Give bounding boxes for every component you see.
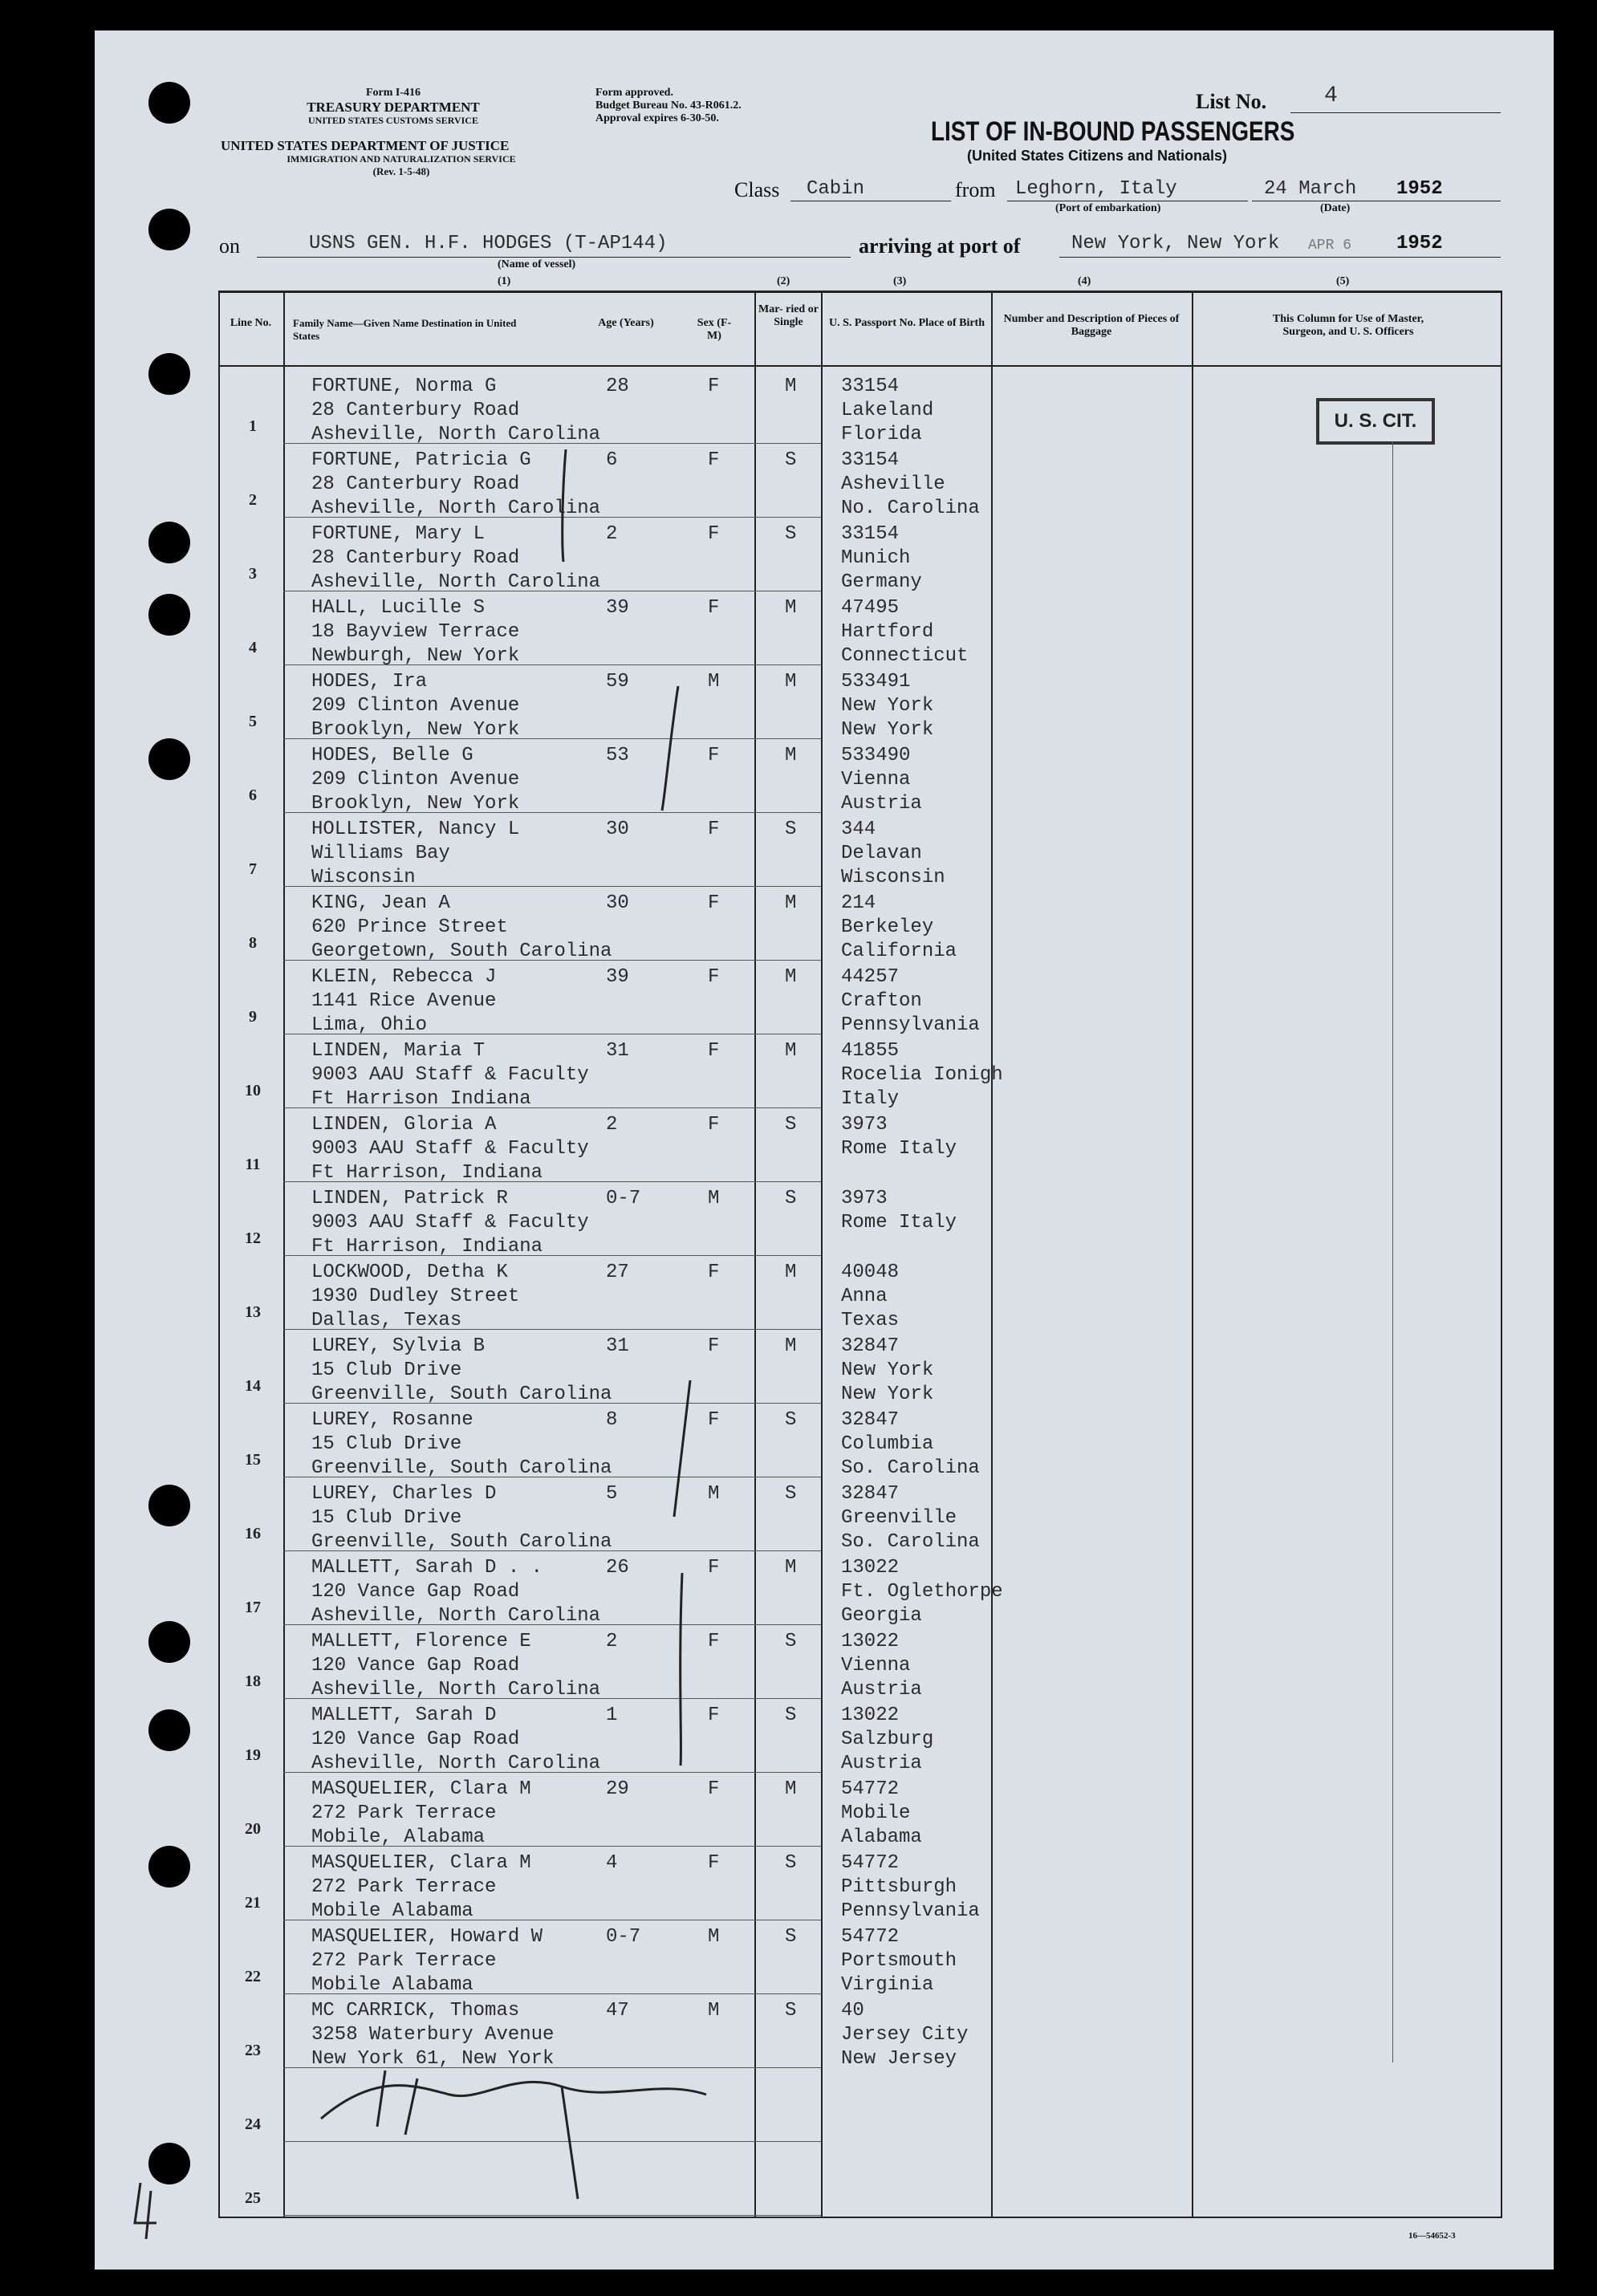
passenger-destination: Mobile, Alabama (311, 1827, 486, 1848)
passenger-age: 6 (606, 449, 618, 471)
passenger-name: FORTUNE, Norma G (311, 376, 497, 397)
passenger-address: 120 Vance Gap Road (311, 1581, 520, 1603)
passenger-destination: Asheville, North Carolina (311, 1753, 601, 1774)
passenger-marital-status: S (785, 1705, 797, 1726)
passenger-address: 120 Vance Gap Road (311, 1729, 520, 1750)
passenger-name: LINDEN, Maria T (311, 1040, 486, 1062)
port-embark-caption: (Port of embarkation) (1055, 202, 1161, 214)
passenger-address: 9003 AAU Staff & Faculty (311, 1212, 589, 1233)
passenger-destination: Greenville, South Carolina (311, 1457, 612, 1479)
place-of-birth-region: Connecticut (841, 645, 969, 667)
passenger-sex: F (708, 1852, 720, 1874)
passenger-age: 28 (606, 376, 629, 397)
passenger-address: 18 Bayview Terrace (311, 621, 520, 643)
vessel-caption: (Name of vessel) (498, 258, 576, 270)
passenger-marital-status: S (785, 1926, 797, 1948)
passenger-age: 53 (606, 745, 629, 766)
place-of-birth-region: Texas (841, 1310, 900, 1331)
row-line-number: 17 (245, 1599, 261, 1616)
place-of-birth: Rome Italy (841, 1138, 957, 1160)
row-line-number: 6 (249, 786, 257, 804)
passenger-destination: Ft Harrison, Indiana (311, 1162, 543, 1184)
passenger-name: MC CARRICK, Thomas (311, 2000, 520, 2022)
col-name-header: Family Name—Given Name Destination in United States (293, 317, 517, 342)
arrival-port: New York, New York (1071, 233, 1280, 254)
passenger-sex: M (708, 1188, 720, 1209)
row-line-number: 13 (245, 1303, 261, 1321)
passenger-address: 28 Canterbury Road (311, 400, 520, 421)
passenger-age: 30 (606, 892, 629, 914)
passport-number: 533490 (841, 745, 911, 766)
passenger-sex: F (708, 966, 720, 988)
passenger-age: 0-7 (606, 1926, 641, 1948)
passenger-destination: Mobile Alabama (311, 1900, 473, 1922)
col-officers-header: This Column for Use of Master, Surgeon, and U. S. Officers (1272, 313, 1424, 338)
class-label: Class (734, 178, 780, 201)
passenger-sex: F (708, 376, 720, 397)
place-of-birth: Salzburg (841, 1729, 934, 1750)
passenger-age: 31 (606, 1335, 629, 1357)
passenger-sex: F (708, 1705, 720, 1726)
passenger-sex: F (708, 1409, 720, 1431)
passenger-name: LOCKWOOD, Detha K (311, 1262, 508, 1283)
row-line-number: 15 (245, 1451, 261, 1469)
passport-number: 32847 (841, 1409, 900, 1431)
place-of-birth: Anna (841, 1286, 888, 1307)
place-of-birth-region: Wisconsin (841, 867, 945, 888)
row-line-number: 3 (249, 565, 257, 583)
passenger-address: 15 Club Drive (311, 1433, 462, 1455)
col-num-5: (5) (1336, 275, 1350, 287)
passport-number: 33154 (841, 523, 900, 545)
place-of-birth: Jersey City (841, 2024, 969, 2046)
passenger-name: HODES, Ira (311, 671, 428, 693)
passenger-sex: F (708, 1335, 720, 1357)
place-of-birth: Ft. Oglethorpe (841, 1581, 1003, 1603)
on-label: on (219, 234, 240, 258)
passenger-destination: Asheville, North Carolina (311, 1605, 601, 1627)
row-line-number: 16 (245, 1525, 261, 1542)
passenger-name: MASQUELIER, Clara M (311, 1852, 531, 1874)
row-line-number: 23 (245, 2042, 261, 2059)
passenger-sex: F (708, 1557, 720, 1579)
embark-date: 24 March (1264, 178, 1357, 200)
passenger-destination: Mobile Alabama (311, 1974, 473, 1996)
row-line-number: 2 (249, 491, 257, 509)
passenger-marital-status: S (785, 449, 797, 471)
passenger-sex: F (708, 523, 720, 545)
form-approved: Form approved. (595, 87, 673, 99)
place-of-birth: Rocelia Ionigh (841, 1064, 1003, 1086)
document-title: LIST OF IN-BOUND PASSENGERS (931, 116, 1295, 147)
passenger-name: LUREY, Charles D (311, 1483, 497, 1505)
passenger-age: 30 (606, 819, 629, 840)
passenger-age: 4 (606, 1852, 618, 1874)
passenger-name: KLEIN, Rebecca J (311, 966, 497, 988)
passenger-address: 272 Park Terrace (311, 1950, 497, 1972)
place-of-birth: Vienna (841, 769, 911, 790)
passenger-sex: M (708, 1926, 720, 1948)
passport-number: 32847 (841, 1335, 900, 1357)
passenger-destination: Asheville, North Carolina (311, 498, 601, 519)
rev-date: (Rev. 1-5-48) (372, 165, 430, 177)
us-citizen-stamp: U. S. CIT. (1316, 398, 1435, 445)
row-line-number: 8 (249, 934, 257, 952)
passenger-age: 47 (606, 2000, 629, 2022)
passenger-sex: F (708, 1778, 720, 1800)
passenger-age: 2 (606, 1114, 618, 1136)
place-of-birth-region: Alabama (841, 1827, 922, 1848)
passenger-age: 5 (606, 1483, 618, 1505)
place-of-birth: Greenville (841, 1507, 957, 1529)
row-line-number: 19 (245, 1746, 261, 1764)
passenger-sex: F (708, 597, 720, 619)
port-of-embarkation: Leghorn, Italy (1015, 178, 1177, 200)
passenger-marital-status: S (785, 1114, 797, 1136)
passenger-age: 39 (606, 597, 629, 619)
passenger-name: MALLETT, Sarah D . . (311, 1557, 543, 1579)
passport-number: 13022 (841, 1557, 900, 1579)
passenger-name: MALLETT, Sarah D (311, 1705, 497, 1726)
passport-number: 33154 (841, 449, 900, 471)
passenger-address: 3258 Waterbury Avenue (311, 2024, 555, 2046)
passenger-address: 28 Canterbury Road (311, 473, 520, 495)
passenger-destination: Asheville, North Carolina (311, 1679, 601, 1701)
passport-number: 214 (841, 892, 876, 914)
passenger-age: 29 (606, 1778, 629, 1800)
col-baggage-header: Number and Description of Pieces of Baggage (1003, 313, 1180, 338)
passenger-marital-status: S (785, 1852, 797, 1874)
place-of-birth-region: Pennsylvania (841, 1900, 980, 1922)
passenger-marital-status: M (785, 1040, 797, 1062)
row-line-number: 21 (245, 1894, 261, 1912)
place-of-birth-region: Georgia (841, 1605, 922, 1627)
passenger-destination: Asheville, North Carolina (311, 424, 601, 445)
passenger-marital-status: S (785, 523, 797, 545)
passenger-name: LINDEN, Gloria A (311, 1114, 497, 1136)
passenger-address: 9003 AAU Staff & Faculty (311, 1138, 589, 1160)
passenger-marital-status: S (785, 1483, 797, 1505)
place-of-birth: New York (841, 695, 934, 717)
document-subtitle: (United States Citizens and Nationals) (967, 148, 1228, 164)
passport-number: 13022 (841, 1631, 900, 1652)
passenger-address: 1141 Rice Avenue (311, 990, 497, 1012)
passenger-sex: M (708, 2000, 720, 2022)
passenger-marital-status: M (785, 1335, 797, 1357)
passenger-destination: Lima, Ohio (311, 1014, 428, 1036)
place-of-birth-region: Austria (841, 793, 922, 815)
place-of-birth-region: New Jersey (841, 2048, 957, 2070)
col-married-header: Mar- ried or Single (758, 303, 819, 328)
place-of-birth: Vienna (841, 1655, 911, 1676)
col-num-4: (4) (1078, 275, 1091, 287)
passenger-address: Williams Bay (311, 843, 450, 864)
embark-year: 1952 (1396, 178, 1443, 200)
col-age-header: Age (Years) (598, 317, 654, 329)
passenger-name: HALL, Lucille S (311, 597, 486, 619)
passenger-address: 15 Club Drive (311, 1359, 462, 1381)
passenger-name: HOLLISTER, Nancy L (311, 819, 520, 840)
passenger-destination: Ft Harrison Indiana (311, 1088, 531, 1110)
passenger-marital-status: S (785, 1631, 797, 1652)
passenger-name: HODES, Belle G (311, 745, 473, 766)
row-line-number: 12 (245, 1229, 261, 1247)
passenger-sex: M (708, 1483, 720, 1505)
passenger-destination: New York 61, New York (311, 2048, 555, 2070)
arriving-label: arriving at port of (859, 234, 1021, 258)
row-line-number: 1 (249, 417, 257, 435)
passenger-destination: Ft Harrison, Indiana (311, 1236, 543, 1258)
passenger-name: LUREY, Sylvia B (311, 1335, 486, 1357)
passenger-age: 27 (606, 1262, 629, 1283)
row-line-number: 25 (245, 2189, 261, 2207)
passenger-name: FORTUNE, Patricia G (311, 449, 531, 471)
row-line-number: 22 (245, 1968, 261, 1985)
list-no-label: List No. (1196, 90, 1267, 113)
passenger-address: 15 Club Drive (311, 1507, 462, 1529)
passenger-age: 2 (606, 523, 618, 545)
list-no: 4 (1324, 83, 1338, 108)
approval-expiry: Approval expires 6-30-50. (595, 112, 719, 124)
passport-number: 33154 (841, 376, 900, 397)
justice-dept: UNITED STATES DEPARTMENT OF JUSTICE (221, 138, 510, 153)
passenger-marital-status: M (785, 597, 797, 619)
passenger-destination: Brooklyn, New York (311, 719, 520, 741)
place-of-birth: Berkeley (841, 916, 934, 938)
passenger-sex: F (708, 449, 720, 471)
passport-number: 47495 (841, 597, 900, 619)
passenger-address: 120 Vance Gap Road (311, 1655, 520, 1676)
passenger-destination: Greenville, South Carolina (311, 1531, 612, 1553)
row-line-number: 10 (245, 1082, 261, 1099)
passport-number: 533491 (841, 671, 911, 693)
passenger-sex: M (708, 671, 720, 693)
arrival-year: 1952 (1396, 233, 1443, 254)
passport-number: 40 (841, 2000, 864, 2022)
passenger-address: 9003 AAU Staff & Faculty (311, 1064, 589, 1086)
passenger-name: FORTUNE, Mary L (311, 523, 486, 545)
passport-number: 41855 (841, 1040, 900, 1062)
passport-number: 54772 (841, 1926, 900, 1948)
place-of-birth-region: Virginia (841, 1974, 934, 1996)
passenger-sex: F (708, 819, 720, 840)
row-line-number: 9 (249, 1008, 257, 1026)
col-sex-header: Sex (F-M) (697, 317, 732, 342)
place-of-birth: Lakeland (841, 400, 934, 421)
row-line-number: 7 (249, 860, 257, 878)
passport-number: 54772 (841, 1778, 900, 1800)
passport-number: 13022 (841, 1705, 900, 1726)
passenger-destination: Wisconsin (311, 867, 416, 888)
passenger-name: MASQUELIER, Clara M (311, 1778, 531, 1800)
passenger-marital-status: M (785, 966, 797, 988)
passenger-destination: Greenville, South Carolina (311, 1384, 612, 1405)
place-of-birth-region: Florida (841, 424, 922, 445)
passenger-address: 209 Clinton Avenue (311, 769, 520, 790)
place-of-birth-region: California (841, 941, 957, 962)
place-of-birth: Munich (841, 547, 911, 569)
passenger-address: 1930 Dudley Street (311, 1286, 520, 1307)
place-of-birth-region: So. Carolina (841, 1457, 980, 1479)
passenger-name: LINDEN, Patrick R (311, 1188, 508, 1209)
passenger-address: 620 Prince Street (311, 916, 508, 938)
passenger-age: 0-7 (606, 1188, 641, 1209)
passenger-marital-status: S (785, 2000, 797, 2022)
row-line-number: 11 (245, 1156, 261, 1173)
place-of-birth-region: Italy (841, 1088, 900, 1110)
passenger-name: MASQUELIER, Howard W (311, 1926, 543, 1948)
passenger-sex: F (708, 1262, 720, 1283)
arrival-date-stamp: APR 6 (1308, 238, 1352, 254)
passenger-destination: Georgetown, South Carolina (311, 941, 612, 962)
place-of-birth: Mobile (841, 1802, 911, 1824)
passport-number: 44257 (841, 966, 900, 988)
passenger-marital-status: M (785, 745, 797, 766)
passport-number: 54772 (841, 1852, 900, 1874)
place-of-birth: Rome Italy (841, 1212, 957, 1233)
customs-service: UNITED STATES CUSTOMS SERVICE (308, 115, 478, 126)
col-num-3: (3) (893, 275, 907, 287)
vessel-name: USNS GEN. H.F. HODGES (T-AP144) (309, 233, 668, 254)
form-number: Form I-416 (365, 87, 421, 99)
passenger-marital-status: M (785, 892, 797, 914)
passport-number: 3973 (841, 1188, 888, 1209)
passenger-address: 272 Park Terrace (311, 1802, 497, 1824)
place-of-birth: Pittsburgh (841, 1876, 957, 1898)
passenger-name: LUREY, Rosanne (311, 1409, 473, 1431)
row-line-number: 20 (245, 1820, 261, 1838)
passenger-sex: F (708, 1114, 720, 1136)
passenger-marital-status: S (785, 819, 797, 840)
passenger-age: 31 (606, 1040, 629, 1062)
place-of-birth-region: So. Carolina (841, 1531, 980, 1553)
place-of-birth: Crafton (841, 990, 922, 1012)
row-line-number: 5 (249, 713, 257, 730)
row-line-number: 24 (245, 2115, 261, 2133)
passenger-destination: Newburgh, New York (311, 645, 520, 667)
treasury-dept: TREASURY DEPARTMENT (307, 100, 480, 115)
budget-bureau: Budget Bureau No. 43-R061.2. (595, 100, 742, 112)
col-num-2: (2) (777, 275, 790, 287)
passenger-age: 8 (606, 1409, 618, 1431)
passenger-age: 59 (606, 671, 629, 693)
passport-number: 40048 (841, 1262, 900, 1283)
passenger-marital-status: M (785, 1778, 797, 1800)
passenger-sex: F (708, 1631, 720, 1652)
place-of-birth-region: Austria (841, 1753, 922, 1774)
place-of-birth: Portsmouth (841, 1950, 957, 1972)
passenger-address: 209 Clinton Avenue (311, 695, 520, 717)
passenger-sex: F (708, 745, 720, 766)
passenger-marital-status: S (785, 1409, 797, 1431)
passport-number: 3973 (841, 1114, 888, 1136)
passenger-address: 28 Canterbury Road (311, 547, 520, 569)
place-of-birth: Delavan (841, 843, 922, 864)
place-of-birth: New York (841, 1359, 934, 1381)
passenger-sex: F (708, 892, 720, 914)
place-of-birth-region: Germany (841, 571, 922, 593)
col-line-header: Line No. (230, 317, 272, 329)
place-of-birth-region: No. Carolina (841, 498, 980, 519)
passenger-marital-status: M (785, 1262, 797, 1283)
class-value: Cabin (807, 178, 865, 200)
passenger-marital-status: S (785, 1188, 797, 1209)
row-line-number: 4 (249, 639, 257, 656)
row-line-number: 18 (245, 1672, 261, 1690)
from-label: from (955, 178, 996, 201)
passenger-age: 26 (606, 1557, 629, 1579)
passenger-marital-status: M (785, 671, 797, 693)
col-num-1: (1) (498, 275, 511, 287)
place-of-birth-region: Pennsylvania (841, 1014, 980, 1036)
passenger-destination: Brooklyn, New York (311, 793, 520, 815)
passenger-age: 2 (606, 1631, 618, 1652)
passenger-marital-status: M (785, 376, 797, 397)
place-of-birth-region: New York (841, 719, 934, 741)
place-of-birth-region: New York (841, 1384, 934, 1405)
passenger-name: KING, Jean A (311, 892, 450, 914)
passenger-age: 39 (606, 966, 629, 988)
place-of-birth: Asheville (841, 473, 945, 495)
passenger-sex: F (708, 1040, 720, 1062)
passenger-name: MALLETT, Florence E (311, 1631, 531, 1652)
passport-number: 344 (841, 819, 876, 840)
margin-note-mark (135, 2183, 156, 2239)
ins: IMMIGRATION AND NATURALIZATION SERVICE (286, 153, 516, 165)
passenger-address: 272 Park Terrace (311, 1876, 497, 1898)
row-line-number: 14 (245, 1377, 261, 1395)
place-of-birth: Columbia (841, 1433, 934, 1455)
col-passport-header: U. S. Passport No. Place of Birth (828, 317, 985, 329)
passenger-destination: Asheville, North Carolina (311, 571, 601, 593)
date-caption: (Date) (1320, 202, 1351, 214)
passenger-destination: Dallas, Texas (311, 1310, 462, 1331)
passport-number: 32847 (841, 1483, 900, 1505)
passenger-marital-status: M (785, 1557, 797, 1579)
passenger-age: 1 (606, 1705, 618, 1726)
form-code: 16—54652-3 (1408, 2231, 1456, 2241)
place-of-birth: Hartford (841, 621, 934, 643)
place-of-birth-region: Austria (841, 1679, 922, 1701)
